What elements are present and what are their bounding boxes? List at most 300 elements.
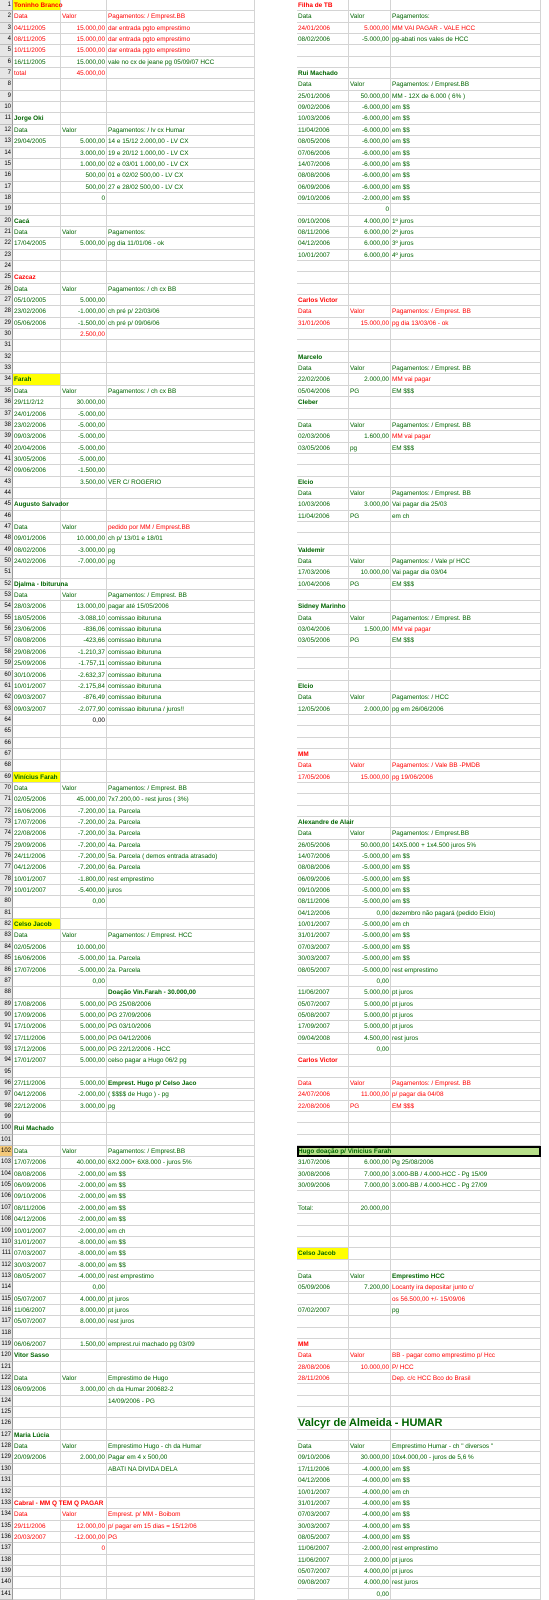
cell-left-b[interactable]: -7.200,00 bbox=[61, 828, 107, 839]
cell[interactable] bbox=[349, 1248, 391, 1259]
cell-left-a[interactable]: 09/03/2007 bbox=[13, 692, 61, 703]
cell-left-b[interactable]: 3.500,00 bbox=[61, 477, 107, 488]
cell-left-a[interactable]: 30/05/2006 bbox=[13, 454, 61, 465]
cell-right-b[interactable]: 30.000,00 bbox=[349, 1452, 391, 1463]
cell[interactable] bbox=[349, 794, 391, 805]
cell[interactable] bbox=[349, 1396, 391, 1407]
cell[interactable] bbox=[107, 567, 255, 578]
cell-left-c[interactable]: Pagamentos: bbox=[107, 227, 255, 238]
cell[interactable] bbox=[297, 409, 349, 420]
cell-left-b[interactable]: 4.000,00 bbox=[61, 1294, 107, 1305]
cell[interactable] bbox=[297, 1294, 349, 1305]
cell[interactable] bbox=[297, 1396, 349, 1407]
cell[interactable] bbox=[61, 1328, 107, 1339]
cell[interactable] bbox=[391, 1589, 541, 1600]
cell[interactable] bbox=[107, 749, 255, 760]
cell-left-a[interactable]: Celso Jacob bbox=[13, 919, 61, 930]
cell[interactable] bbox=[107, 113, 255, 124]
row-header[interactable]: 67 bbox=[0, 749, 13, 760]
cell[interactable] bbox=[61, 216, 107, 227]
cell[interactable] bbox=[61, 1112, 107, 1123]
cell-left-c[interactable]: comissao ibituruna bbox=[107, 670, 255, 681]
row-header[interactable]: 42 bbox=[0, 465, 13, 476]
cell-right-a[interactable]: Elcio bbox=[297, 681, 349, 692]
cell[interactable] bbox=[61, 374, 107, 385]
cell-left-a[interactable]: Maria Lúcia bbox=[13, 1430, 61, 1441]
cell-right-c[interactable]: Pagamentos: / Emprest.BB bbox=[391, 828, 541, 839]
cell-right-b[interactable]: 6.000,00 bbox=[349, 250, 391, 261]
cell-left-b[interactable]: 15.000,00 bbox=[61, 23, 107, 34]
cell[interactable] bbox=[297, 1214, 349, 1225]
cell-right-a[interactable]: 30/03/2007 bbox=[297, 1521, 349, 1532]
cell-right-b[interactable]: -5.000,00 bbox=[349, 862, 391, 873]
cell-left-b[interactable]: -5.400,00 bbox=[61, 885, 107, 896]
row-header[interactable]: 6 bbox=[0, 57, 13, 68]
cell-right-b[interactable]: 4.000,00 bbox=[349, 1566, 391, 1577]
cell-right-b[interactable]: 0,00 bbox=[349, 976, 391, 987]
cell-left-a[interactable]: 24/02/2006 bbox=[13, 556, 61, 567]
cell[interactable] bbox=[61, 1135, 107, 1146]
row-header[interactable]: 3 bbox=[0, 23, 13, 34]
cell-left-c[interactable]: 1a. Parcela bbox=[107, 953, 255, 964]
cell-right-a[interactable]: Data bbox=[297, 79, 349, 90]
cell[interactable] bbox=[107, 329, 255, 340]
cell-right-b[interactable]: Valor bbox=[349, 692, 391, 703]
cell-left-c[interactable]: 6a. Parcela bbox=[107, 862, 255, 873]
cell[interactable] bbox=[349, 45, 391, 56]
cell-left-c[interactable]: ch pré p/ 09/06/06 bbox=[107, 318, 255, 329]
cell-right-c[interactable]: Pagamentos: / HCC bbox=[391, 692, 541, 703]
cell[interactable] bbox=[61, 272, 107, 283]
row-header[interactable]: 46 bbox=[0, 511, 13, 522]
cell[interactable] bbox=[391, 1248, 541, 1259]
cell-left-c[interactable]: 27 e 28/02 500,00 - LV CX bbox=[107, 182, 255, 193]
cell-right-b[interactable]: Valor bbox=[349, 1350, 391, 1361]
cell-right-a[interactable]: Data bbox=[297, 1350, 349, 1361]
cell-right-b[interactable]: Valor bbox=[349, 1078, 391, 1089]
cell-right-b[interactable]: -5.000,00 bbox=[349, 874, 391, 885]
cell[interactable] bbox=[13, 102, 61, 113]
cell-left-b[interactable]: -8.000,00 bbox=[61, 1260, 107, 1271]
cell-right-b[interactable]: -4.000,00 bbox=[349, 1521, 391, 1532]
row-header[interactable]: 9 bbox=[0, 91, 13, 102]
cell-right-a[interactable]: Data bbox=[297, 11, 349, 22]
cell-right-b[interactable]: 1.600,00 bbox=[349, 431, 391, 442]
cell-right-c[interactable]: 14X5.000 + 1x4.500 juros 5% bbox=[391, 840, 541, 851]
cell-left-c[interactable]: ch pré p/ 22/03/06 bbox=[107, 306, 255, 317]
row-header[interactable]: 56 bbox=[0, 624, 13, 635]
cell[interactable] bbox=[13, 477, 61, 488]
cell[interactable] bbox=[391, 1123, 541, 1134]
cell[interactable] bbox=[391, 1055, 541, 1066]
cell-left-b[interactable]: 45.000,00 bbox=[61, 794, 107, 805]
row-header[interactable]: 60 bbox=[0, 670, 13, 681]
cell[interactable] bbox=[61, 1123, 107, 1134]
cell-left-c[interactable]: ABATI NA DIVIDA DELA bbox=[107, 1464, 255, 1475]
cell-left-b[interactable]: -1.000,00 bbox=[61, 306, 107, 317]
cell-left-b[interactable]: -876,49 bbox=[61, 692, 107, 703]
cell[interactable] bbox=[349, 1191, 391, 1202]
cell-right-a[interactable]: Total: bbox=[297, 1203, 349, 1214]
cell-right-c[interactable]: em ch bbox=[391, 1487, 541, 1498]
cell-right-b[interactable]: Valor bbox=[349, 1271, 391, 1282]
cell[interactable] bbox=[297, 738, 349, 749]
cell-right-a[interactable]: 09/10/2006 bbox=[297, 885, 349, 896]
cell[interactable] bbox=[349, 817, 391, 828]
cell[interactable] bbox=[349, 295, 391, 306]
cell[interactable] bbox=[297, 261, 349, 272]
cell-right-a[interactable]: Data bbox=[297, 363, 349, 374]
cell-right-c[interactable]: os 56.500,00 +/- 15/09/06 bbox=[391, 1294, 541, 1305]
cell-left-c[interactable]: dar entrada pgto emprestimo bbox=[107, 34, 255, 45]
cell-left-c[interactable]: 4a. Parcela bbox=[107, 840, 255, 851]
cell-left-c[interactable]: ( $$$$ de Hugo ) - pg bbox=[107, 1089, 255, 1100]
cell-left-b[interactable]: 5.000,00 bbox=[61, 1021, 107, 1032]
cell-left-c[interactable]: comissao ibituruna / juros!! bbox=[107, 704, 255, 715]
cell[interactable] bbox=[13, 908, 61, 919]
cell[interactable] bbox=[297, 272, 349, 283]
cell[interactable] bbox=[13, 1555, 61, 1566]
cell[interactable] bbox=[107, 1555, 255, 1566]
cell-left-b[interactable]: 3.000,00 bbox=[61, 1384, 107, 1395]
cell-right-c[interactable]: em $$ bbox=[391, 125, 541, 136]
row-header[interactable]: 34 bbox=[0, 374, 13, 385]
cell-right-a[interactable]: Data bbox=[297, 1441, 349, 1452]
cell-right-a[interactable]: 30/08/2006 bbox=[297, 1169, 349, 1180]
cell[interactable] bbox=[297, 715, 349, 726]
cell[interactable] bbox=[297, 465, 349, 476]
cell[interactable] bbox=[297, 1589, 349, 1600]
row-header[interactable]: 20 bbox=[0, 216, 13, 227]
cell-right-c[interactable]: em $$ bbox=[391, 113, 541, 124]
cell-right-a[interactable]: MM bbox=[297, 1339, 349, 1350]
row-header[interactable]: 11 bbox=[0, 113, 13, 124]
cell[interactable] bbox=[349, 1260, 391, 1271]
cell-left-b[interactable]: -1.800,00 bbox=[61, 874, 107, 885]
cell-right-a[interactable]: 17/09/2007 bbox=[297, 1021, 349, 1032]
cell-left-b[interactable]: 0,00 bbox=[61, 1282, 107, 1293]
cell[interactable] bbox=[297, 1191, 349, 1202]
cell-right-b[interactable]: 5.000,00 bbox=[349, 23, 391, 34]
row-header[interactable]: 118 bbox=[0, 1328, 13, 1339]
row-header[interactable]: 31 bbox=[0, 340, 13, 351]
cell-left-a[interactable]: 17/04/2005 bbox=[13, 238, 61, 249]
cell[interactable] bbox=[391, 329, 541, 340]
cell-right-a[interactable]: 10/03/2006 bbox=[297, 113, 349, 124]
cell[interactable] bbox=[13, 1282, 61, 1293]
cell-left-a[interactable]: 05/06/2006 bbox=[13, 318, 61, 329]
cell[interactable] bbox=[13, 1328, 61, 1339]
cell-left-b[interactable]: -2.000,00 bbox=[61, 1203, 107, 1214]
cell-right-a[interactable]: 08/05/2007 bbox=[297, 1532, 349, 1543]
cell-right-a[interactable]: 04/12/2006 bbox=[297, 1475, 349, 1486]
row-header[interactable]: 58 bbox=[0, 647, 13, 658]
cell[interactable] bbox=[391, 0, 541, 11]
cell[interactable] bbox=[13, 204, 61, 215]
cell[interactable] bbox=[13, 896, 61, 907]
cell[interactable] bbox=[391, 1226, 541, 1237]
cell-right-a[interactable]: 31/01/2007 bbox=[297, 1498, 349, 1509]
cell-left-a[interactable]: Data bbox=[13, 590, 61, 601]
cell-left-a[interactable]: 30/10/2006 bbox=[13, 670, 61, 681]
cell-left-a[interactable]: 17/07/2006 bbox=[13, 817, 61, 828]
cell[interactable] bbox=[13, 1487, 61, 1498]
cell[interactable] bbox=[107, 1067, 255, 1078]
row-header[interactable]: 69 bbox=[0, 772, 13, 783]
cell-left-c[interactable]: Pagamentos: / Emprest.BB bbox=[107, 11, 255, 22]
cell-left-b[interactable]: 500,00 bbox=[61, 170, 107, 181]
cell-right-b[interactable]: 7.000,00 bbox=[349, 1180, 391, 1191]
cell[interactable] bbox=[13, 738, 61, 749]
cell-left-c[interactable]: comissao ibituruna bbox=[107, 681, 255, 692]
cell-right-c[interactable]: 1º juros bbox=[391, 216, 541, 227]
cell-left-a[interactable]: 22/12/2006 bbox=[13, 1101, 61, 1112]
cell-left-b[interactable]: 5.000,00 bbox=[61, 238, 107, 249]
cell-right-c[interactable]: Vai pagar dia 03/04 bbox=[391, 567, 541, 578]
cell-left-a[interactable]: 08/02/2006 bbox=[13, 545, 61, 556]
cell-left-a[interactable]: 06/09/2006 bbox=[13, 1384, 61, 1395]
cell-left-c[interactable]: pedido por MM / Emprest.BB bbox=[107, 522, 255, 533]
cell-left-c[interactable]: pt juros bbox=[107, 1305, 255, 1316]
cell[interactable] bbox=[61, 726, 107, 737]
cell-right-c[interactable]: MM vai pagar bbox=[391, 431, 541, 442]
row-header[interactable]: 21 bbox=[0, 227, 13, 238]
cell[interactable] bbox=[391, 1191, 541, 1202]
cell-left-b[interactable]: -8.000,00 bbox=[61, 1248, 107, 1259]
cell-left-b[interactable]: -1.757,11 bbox=[61, 658, 107, 669]
cell[interactable] bbox=[391, 45, 541, 56]
cell-right-a[interactable]: 31/01/2006 bbox=[297, 318, 349, 329]
row-header[interactable]: 109 bbox=[0, 1226, 13, 1237]
cell[interactable] bbox=[297, 1260, 349, 1271]
cell-left-a[interactable]: 24/11/2006 bbox=[13, 851, 61, 862]
cell[interactable] bbox=[391, 1384, 541, 1395]
cell[interactable] bbox=[391, 204, 541, 215]
cell-right-c[interactable]: Pagamentos: bbox=[391, 11, 541, 22]
cell-right-c[interactable]: rest emprestimo bbox=[391, 965, 541, 976]
row-header[interactable]: 43 bbox=[0, 477, 13, 488]
cell-right-c[interactable]: 3.000-BB / 4.000-HCC - Pg 15/09 bbox=[391, 1169, 541, 1180]
cell[interactable] bbox=[349, 658, 391, 669]
cell-right-c[interactable]: em $$ bbox=[391, 896, 541, 907]
cell-left-b[interactable]: Valor bbox=[61, 284, 107, 295]
cell-left-b[interactable]: 5.000,00 bbox=[61, 1044, 107, 1055]
cell-left-a[interactable]: 05/07/2007 bbox=[13, 1294, 61, 1305]
cell[interactable] bbox=[13, 1362, 61, 1373]
cell-right-a[interactable]: 08/08/2006 bbox=[297, 170, 349, 181]
row-header[interactable]: 131 bbox=[0, 1475, 13, 1486]
cell-left-b[interactable]: -12.000,00 bbox=[61, 1532, 107, 1543]
cell[interactable] bbox=[13, 1464, 61, 1475]
cell-right-a[interactable]: 08/05/2006 bbox=[297, 136, 349, 147]
cell-left-a[interactable]: 23/02/2006 bbox=[13, 306, 61, 317]
cell[interactable] bbox=[349, 1294, 391, 1305]
cell-right-c[interactable]: pg em 26/06/2006 bbox=[391, 704, 541, 715]
row-header[interactable]: 132 bbox=[0, 1487, 13, 1498]
cell-left-b[interactable]: 30.000,00 bbox=[61, 397, 107, 408]
row-header[interactable]: 59 bbox=[0, 658, 13, 669]
row-header[interactable]: 19 bbox=[0, 204, 13, 215]
cell[interactable] bbox=[13, 91, 61, 102]
cell[interactable] bbox=[107, 272, 255, 283]
cell-right-b[interactable]: -2.000,00 bbox=[349, 1543, 391, 1554]
row-header[interactable]: 41 bbox=[0, 454, 13, 465]
cell[interactable] bbox=[61, 352, 107, 363]
cell[interactable] bbox=[61, 0, 107, 11]
row-header[interactable]: 47 bbox=[0, 522, 13, 533]
cell[interactable] bbox=[391, 397, 541, 408]
cell-right-a[interactable]: Celso Jacob bbox=[297, 1248, 349, 1259]
cell-right-a[interactable]: Marcelo bbox=[297, 352, 349, 363]
cell-left-c[interactable]: pg bbox=[107, 1101, 255, 1112]
cell-left-c[interactable]: Pagamentos: / lv cx Humar bbox=[107, 125, 255, 136]
cell-right-c[interactable]: 2º juros bbox=[391, 227, 541, 238]
cell[interactable] bbox=[349, 1316, 391, 1327]
row-header[interactable]: 51 bbox=[0, 567, 13, 578]
cell-left-c[interactable]: Pagamentos: / ch cx BB bbox=[107, 386, 255, 397]
cell-right-a[interactable]: 05/07/2007 bbox=[297, 999, 349, 1010]
cell-left-a[interactable]: 05/10/2005 bbox=[13, 295, 61, 306]
cell-left-c[interactable]: 01 e 02/02 500,00 - LV CX bbox=[107, 170, 255, 181]
row-header[interactable]: 82 bbox=[0, 919, 13, 930]
cell-right-a[interactable]: Rui Machado bbox=[297, 68, 349, 79]
cell-left-b[interactable]: 5.000,00 bbox=[61, 136, 107, 147]
cell-left-a[interactable]: 08/11/2006 bbox=[13, 1203, 61, 1214]
cell-right-b[interactable]: PG bbox=[349, 386, 391, 397]
cell-left-b[interactable]: 3.000,00 bbox=[61, 1101, 107, 1112]
cell-right-b[interactable]: -5.000,00 bbox=[349, 919, 391, 930]
cell-left-b[interactable]: Valor bbox=[61, 11, 107, 22]
cell[interactable] bbox=[107, 68, 255, 79]
cell[interactable] bbox=[297, 1384, 349, 1395]
cell[interactable] bbox=[391, 726, 541, 737]
cell-left-a[interactable]: 10/01/2007 bbox=[13, 885, 61, 896]
row-header[interactable]: 64 bbox=[0, 715, 13, 726]
cell-right-a[interactable]: 11/06/2007 bbox=[297, 1543, 349, 1554]
cell-right-c[interactable]: Pagamentos: / Emprest. BB bbox=[391, 363, 541, 374]
cell-left-c[interactable]: Pagamentos: / Emprest. HCC bbox=[107, 930, 255, 941]
cell-right-b[interactable]: 15.000,00 bbox=[349, 318, 391, 329]
cell-left-b[interactable]: -2.000,00 bbox=[61, 1169, 107, 1180]
row-header[interactable]: 40 bbox=[0, 443, 13, 454]
cell[interactable] bbox=[297, 1328, 349, 1339]
row-header[interactable]: 17 bbox=[0, 182, 13, 193]
cell-right-a[interactable]: 02/03/2006 bbox=[297, 431, 349, 442]
cell[interactable] bbox=[349, 261, 391, 272]
cell-right-a[interactable]: 11/04/2006 bbox=[297, 125, 349, 136]
cell-left-b[interactable]: 0 bbox=[61, 193, 107, 204]
cell[interactable] bbox=[297, 204, 349, 215]
cell[interactable] bbox=[61, 1555, 107, 1566]
cell-right-a[interactable]: 04/12/2006 bbox=[297, 908, 349, 919]
cell-left-b[interactable]: -5.000,00 bbox=[61, 953, 107, 964]
cell[interactable] bbox=[391, 1316, 541, 1327]
cell-left-b[interactable]: -2.632,37 bbox=[61, 670, 107, 681]
cell-right-a[interactable]: 10/01/2007 bbox=[297, 1487, 349, 1498]
row-header[interactable]: 79 bbox=[0, 885, 13, 896]
cell-left-a[interactable]: 17/12/2006 bbox=[13, 1044, 61, 1055]
cell-left-a[interactable]: Augusto Salvador bbox=[13, 499, 61, 510]
row-header[interactable]: 76 bbox=[0, 851, 13, 862]
cell-right-a[interactable]: Data bbox=[297, 613, 349, 624]
cell[interactable] bbox=[13, 261, 61, 272]
row-header[interactable]: 83 bbox=[0, 930, 13, 941]
cell[interactable] bbox=[297, 647, 349, 658]
cell-right-c[interactable]: P/ HCC bbox=[391, 1362, 541, 1373]
cell-left-c[interactable]: comissao ibituruna bbox=[107, 635, 255, 646]
row-header[interactable]: 74 bbox=[0, 828, 13, 839]
cell[interactable] bbox=[61, 1418, 107, 1429]
cell[interactable] bbox=[61, 488, 107, 499]
cell-right-c[interactable]: Locanty ira depositar junto c/ bbox=[391, 1282, 541, 1293]
cell-right-c[interactable]: MM vai pagar bbox=[391, 374, 541, 385]
cell-left-b[interactable]: -5.000,00 bbox=[61, 965, 107, 976]
cell-right-b[interactable]: 5.000,00 bbox=[349, 1010, 391, 1021]
cell-right-b[interactable]: -6.000,00 bbox=[349, 170, 391, 181]
cell-left-c[interactable]: em ch bbox=[107, 1226, 255, 1237]
cell[interactable] bbox=[107, 488, 255, 499]
cell-right-a[interactable]: 30/09/2006 bbox=[297, 1180, 349, 1191]
cell-right-b[interactable]: -4.000,00 bbox=[349, 1509, 391, 1520]
cell[interactable] bbox=[349, 397, 391, 408]
cell-left-b[interactable]: 5.000,00 bbox=[61, 295, 107, 306]
cell-right-a[interactable]: 08/08/2006 bbox=[297, 862, 349, 873]
cell-left-a[interactable]: Data bbox=[13, 11, 61, 22]
cell-left-c[interactable]: Pagamentos: / Emprest. BB bbox=[107, 783, 255, 794]
cell-left-c[interactable]: dar entrada pgto emprestimo bbox=[107, 23, 255, 34]
row-header[interactable]: 45 bbox=[0, 499, 13, 510]
cell[interactable] bbox=[349, 1214, 391, 1225]
row-header[interactable]: 14 bbox=[0, 148, 13, 159]
cell[interactable] bbox=[107, 363, 255, 374]
cell-right-abc[interactable]: Valcyr de Almeida - HUMAR bbox=[297, 1418, 541, 1429]
cell[interactable] bbox=[349, 545, 391, 556]
cell-left-b[interactable]: 5.000,00 bbox=[61, 1010, 107, 1021]
cell-right-b[interactable]: PG bbox=[349, 635, 391, 646]
cell-left-a[interactable]: Djalma - Ibituruna bbox=[13, 579, 61, 590]
cell-left-b[interactable]: -5.000,00 bbox=[61, 443, 107, 454]
cell[interactable] bbox=[13, 1566, 61, 1577]
cell[interactable] bbox=[349, 681, 391, 692]
cell-right-c[interactable]: pt juros bbox=[391, 987, 541, 998]
row-header[interactable]: 112 bbox=[0, 1260, 13, 1271]
cell[interactable] bbox=[107, 250, 255, 261]
cell-right-b[interactable]: Valor bbox=[349, 760, 391, 771]
row-header[interactable]: 103 bbox=[0, 1157, 13, 1168]
cell-left-a[interactable]: 04/12/2006 bbox=[13, 862, 61, 873]
row-header[interactable]: 100 bbox=[0, 1123, 13, 1134]
cell-left-b[interactable]: 12.000,00 bbox=[61, 1521, 107, 1532]
row-header[interactable]: 86 bbox=[0, 965, 13, 976]
row-header[interactable]: 78 bbox=[0, 874, 13, 885]
cell-right-b[interactable]: 10.000,00 bbox=[349, 1362, 391, 1373]
row-header[interactable]: 2 bbox=[0, 11, 13, 22]
cell-left-b[interactable]: Valor bbox=[61, 1146, 107, 1157]
cell-left-a[interactable]: 09/03/2006 bbox=[13, 431, 61, 442]
cell-left-b[interactable]: Valor bbox=[61, 227, 107, 238]
row-header[interactable]: 26 bbox=[0, 284, 13, 295]
row-header[interactable]: 65 bbox=[0, 726, 13, 737]
cell[interactable] bbox=[61, 1464, 107, 1475]
cell-left-b[interactable]: -7.200,00 bbox=[61, 817, 107, 828]
cell-right-c[interactable]: 10x4.000,00 - juros de 5,6 % bbox=[391, 1452, 541, 1463]
cell-left-a[interactable]: 17/11/2006 bbox=[13, 1033, 61, 1044]
cell[interactable] bbox=[391, 976, 541, 987]
cell[interactable] bbox=[107, 499, 255, 510]
cell[interactable] bbox=[107, 896, 255, 907]
cell[interactable] bbox=[107, 216, 255, 227]
row-header[interactable]: 128 bbox=[0, 1441, 13, 1452]
